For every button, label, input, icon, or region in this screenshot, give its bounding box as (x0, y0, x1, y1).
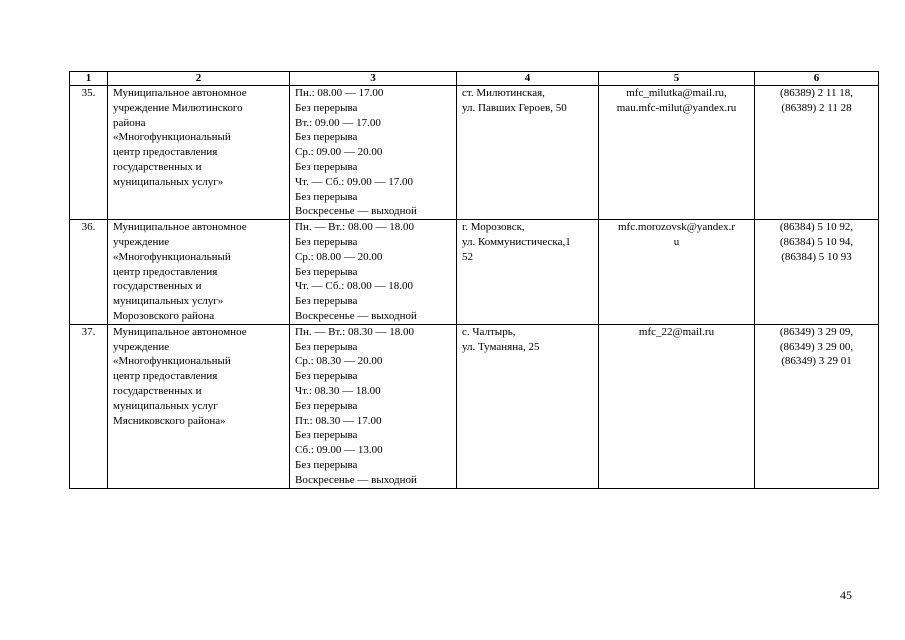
cell-line: (86384) 5 10 93 (781, 250, 852, 263)
cell-line: ст. Милютинская, (462, 87, 545, 99)
cell-line: Чт. — Сб.: 09.00 — 17.00 (295, 175, 414, 188)
column-header: 6 (755, 72, 879, 86)
cell-line: муниципальных услуг» (113, 175, 224, 188)
column-header: 1 (70, 72, 108, 86)
cell-line: Без перерыва (295, 295, 358, 308)
cell-line: Муниципальное автономное (113, 221, 247, 234)
cell-line: Без перерыва (295, 131, 358, 144)
cell-line: Без перерыва (295, 235, 358, 248)
cell-line: «Многофункциональный (113, 131, 231, 144)
institution-name-cell (108, 86, 290, 220)
cell-line: Без перерыва (295, 399, 358, 412)
schedule-cell (290, 220, 457, 325)
cell-line: учреждение Милютинского (113, 101, 243, 114)
cell-line: Без перерыва (295, 160, 358, 173)
cell-line: (86384) 5 10 92, (779, 221, 854, 234)
cell-line: (86384) 5 10 94, (779, 235, 854, 248)
row-number-cell: 36. (70, 220, 108, 325)
email-cell (599, 86, 755, 220)
cell-line: с. Чалтырь, (462, 325, 516, 338)
cell-line: mfc.morozovsk@yandex.r (617, 221, 736, 234)
cell-line: u (673, 235, 680, 248)
cell-line: «Многофункциональный (113, 250, 231, 263)
address-cell (457, 86, 599, 220)
cell-line: 52 (462, 250, 473, 263)
cell-line: (86389) 2 11 18, (780, 87, 853, 99)
phone-cell (755, 220, 879, 325)
cell-line: центр предоставления (113, 265, 218, 278)
cell-line: государственных и (113, 280, 202, 293)
cell-line: учреждение (113, 340, 170, 353)
cell-line: центр предоставления (113, 146, 218, 159)
cell-line: муниципальных услуг» (113, 295, 224, 308)
cell-line: Без перерыва (295, 340, 358, 353)
cell-line: mfc_22@mail.ru (638, 325, 715, 338)
cell-line: государственных и (113, 160, 202, 173)
cell-line: Без перерыва (295, 370, 358, 383)
cell-line: Пн. — Вт.: 08.30 — 18.00 (295, 325, 414, 338)
cell-line: учреждение (113, 235, 170, 248)
cell-line: (86349) 3 29 01 (781, 355, 852, 368)
phone-cell (755, 324, 879, 488)
cell-line: ул. Коммунистическа,1 (462, 235, 571, 248)
cell-line: Воскресенье — выходной (295, 473, 417, 486)
table-body (70, 86, 879, 489)
cell-line: Чт. — Сб.: 08.00 — 18.00 (295, 280, 414, 293)
table-row (70, 86, 879, 220)
cell-line: Пн. — Вт.: 08.00 — 18.00 (295, 221, 414, 234)
cell-line: Вт.: 09.00 — 17.00 (295, 116, 381, 129)
cell-line: Чт.: 08.30 — 18.00 (295, 384, 381, 397)
cell-line: Пн.: 08.00 — 17.00 (295, 87, 384, 99)
cell-line: Пт.: 08.30 — 17.00 (295, 414, 382, 427)
cell-line: Без перерыва (295, 190, 358, 203)
address-cell (457, 324, 599, 488)
cell-line: «Многофункциональный (113, 355, 231, 368)
table-header-row (70, 72, 879, 86)
cell-line: mfc_milutka@mail.ru, (626, 87, 727, 99)
cell-line: Муниципальное автономное (113, 87, 247, 99)
institution-name-cell (108, 324, 290, 488)
column-header: 3 (290, 72, 457, 86)
column-header: 5 (599, 72, 755, 86)
cell-line: (86389) 2 11 28 (781, 101, 852, 114)
email-cell (599, 220, 755, 325)
cell-line: района (113, 116, 146, 129)
cell-line: Воскресенье — выходной (295, 205, 417, 218)
cell-line: г. Морозовск, (462, 221, 525, 234)
cell-line: Без перерыва (295, 265, 358, 278)
email-cell (599, 324, 755, 488)
address-cell (457, 220, 599, 325)
cell-line: Без перерыва (295, 101, 358, 114)
cell-line: ул. Павших Героев, 50 (462, 101, 567, 114)
cell-line: муниципальных услуг (113, 399, 218, 412)
cell-line: Ср.: 08.30 — 20.00 (295, 355, 383, 368)
cell-line: Без перерыва (295, 429, 358, 442)
table-row (70, 324, 879, 488)
column-header: 2 (108, 72, 290, 86)
phone-cell (755, 86, 879, 220)
cell-line: ул. Туманяна, 25 (462, 340, 540, 353)
cell-line: mau.mfc-milut@yandex.ru (616, 101, 737, 114)
schedule-cell (290, 324, 457, 488)
cell-line: центр предоставления (113, 370, 218, 383)
cell-line: Сб.: 09.00 — 13.00 (295, 444, 383, 457)
cell-line: Муниципальное автономное (113, 325, 247, 338)
cell-line: Воскресенье — выходной (295, 309, 417, 322)
cell-line: Без перерыва (295, 458, 358, 471)
cell-line: Мясниковского района» (113, 414, 226, 427)
cell-line: государственных и (113, 384, 202, 397)
schedule-cell (290, 86, 457, 220)
row-number-cell: 37. (70, 324, 108, 488)
mfc-table (69, 71, 879, 489)
row-number-cell: 35. (70, 86, 108, 220)
page-number: 45 (840, 588, 852, 602)
cell-line: Морозовского района (113, 309, 215, 322)
cell-line: (86349) 3 29 09, (779, 325, 854, 338)
table-row (70, 220, 879, 325)
cell-line: Ср.: 08.00 — 20.00 (295, 250, 383, 263)
institution-name-cell (108, 220, 290, 325)
cell-line: Ср.: 09.00 — 20.00 (295, 146, 383, 159)
cell-line: (86349) 3 29 00, (779, 340, 854, 353)
column-header: 4 (457, 72, 599, 86)
